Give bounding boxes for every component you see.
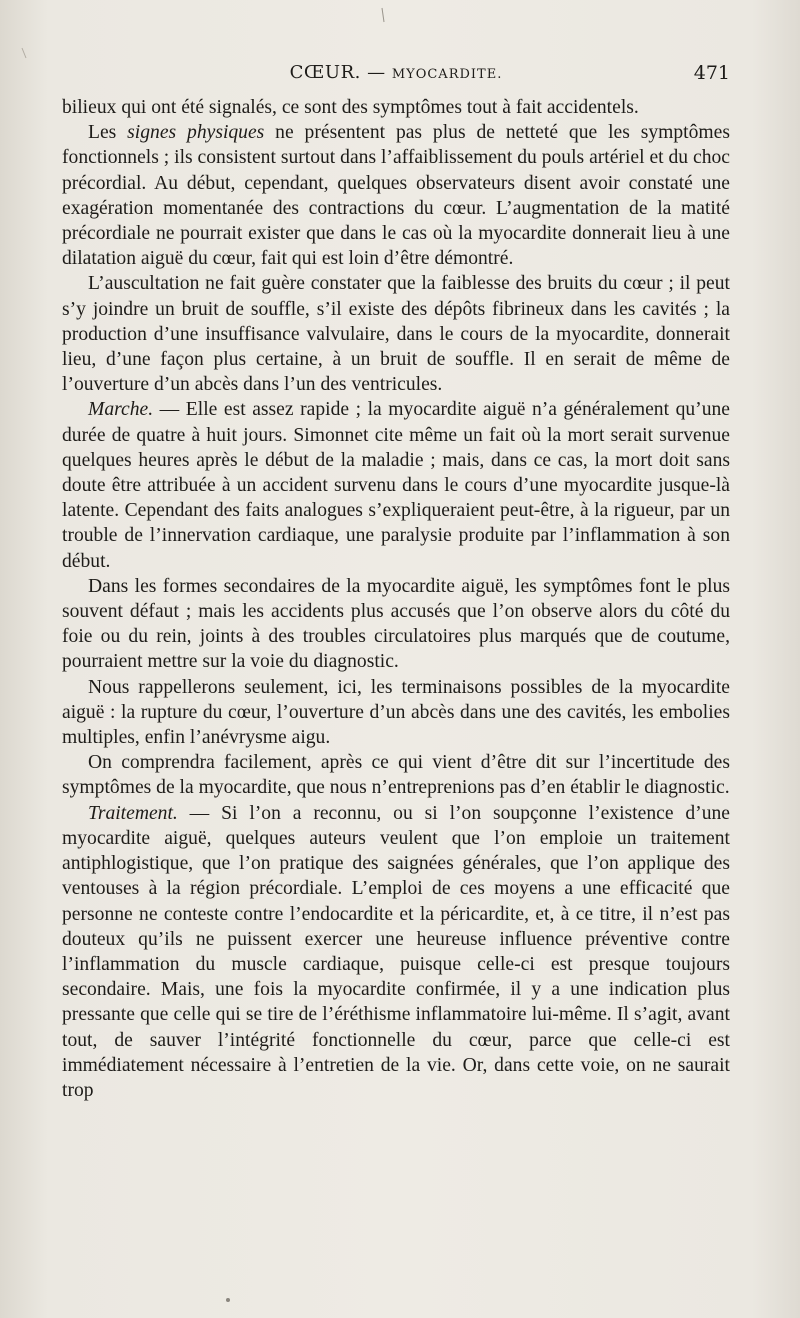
paragraph-p4 xyxy=(62,397,730,573)
text-run: L’auscultation ne fait guère constater que la faiblesse des bruits du cœur ; il peut s’y joindre un bruit de souffle, s’il existe des dépôts fibrineux dans les cavités ; la production d’une insuffisance valvulaire, dans le cours de la myocardite, donnerait lieu, d’une façon plus certaine, à un bruit de souffle. Il en serait de même de l’ouverture d’un abcès dans l’un des ventricules. xyxy=(62,273,730,396)
chapter-title: CŒUR. xyxy=(289,62,361,83)
paragraph-p5 xyxy=(62,574,730,675)
paragraph-p6 xyxy=(62,675,730,751)
italic-heading: Traitement. xyxy=(88,802,178,824)
text-run: Dans les formes secondaires de la myocardite aiguë, les symptômes font le plus souvent défaut ; mais les accidents plus accusés que l’on observe alors du côté du foie ou du rein, joints à des troubles circulatoires plus marqués que de coutume, pourraient mettre sur la voie du diagnostic. xyxy=(62,575,730,673)
text-run: bilieux qui ont été signalés, ce sont des symptômes tout à fait accidentels. xyxy=(62,97,639,118)
paragraph-p8 xyxy=(62,801,730,1103)
running-header xyxy=(62,62,730,90)
paragraph-p2 xyxy=(62,120,730,271)
paragraph-p3 xyxy=(62,271,730,397)
italic-heading: signes physiques xyxy=(127,122,265,144)
text-run: Les xyxy=(88,122,128,144)
page-number: 471 xyxy=(693,62,730,84)
paragraph-p7 xyxy=(62,750,730,800)
text-run: On comprendra facilement, après ce qui vient d’être dit sur l’incertitude des symptômes de la myocardite, que nous n’entreprenions pas d’en établir le diagnostic. xyxy=(62,752,730,799)
title-separator: — xyxy=(367,62,386,83)
paragraph-p1 xyxy=(62,95,730,120)
text-run: — Si l’on a reconnu, ou si l’on soupçonne l’existence d’une myocardite aiguë, quelques auteurs veulent que l’on emploie un traitement antiphlogistique, que l’on pratique des saignées générales, que l’on applique des ventouses à la région précordiale. L’emploi de ces moyens a une efficacité que personne ne conteste contre l’endocardite et la péricardite, et, à ce titre, il n’est pas douteux qu’ils ne puissent exercer une heureuse influence préventive contre l’inflammation du muscle cardiaque, puisque celle-ci est presque toujours secondaire. Mais, une fois la myocardite confirmée, il y a une indication plus pressante que celle qui se tire de l’éréthisme inflammatoire lui-même. Il s’agit, avant tout, de sauver l’intégrité fonctionnelle du cœur, parce que celle-ci est immédiatement nécessaire à l’entretien de la vie. Or, dans cette voie, on ne saurait trop xyxy=(62,802,730,1101)
text-run: Nous rappellerons seulement, ici, les terminaisons possibles de la myocardite aiguë : la rupture du cœur, l’ouverture d’un abcès dans une des cavités, les embolies multiples, enfin l’anévrysme aigu. xyxy=(62,676,730,749)
running-title xyxy=(62,62,730,83)
body-text xyxy=(62,95,730,1103)
text-run: — Elle est assez rapide ; la myocardite aiguë n’a généralement qu’une durée de quatre à huit jours. Simonnet cite même un fait où la mort serait survenue quelques heures après le début de la maladie ; mais, dans ce cas, la mort doit sans doute être attribuée à un accident survenu dans le cours d’une myocardite jusque-là latente. Cependant des faits analogues s’expliqueraient peut-être, à la rigueur, par un trouble de l’innervation cardiaque, une paralysie produite par l’inflammation à son début. xyxy=(62,399,730,572)
section-title: MYOCARDITE. xyxy=(391,67,503,82)
text-run: ne présentent pas plus de netteté que les symptômes fonctionnels ; ils consistent surtout dans l’affaiblissement du pouls artériel et du choc précordial. Au début, cependant, quelques observateurs disent avoir constaté une exagération momentanée des contractions du cœur. L’augmentation de la matité précordiale ne pourrait exister que dans le cas où la myocardite donnerait lieu à une dilatation aiguë du cœur, fait qui est loin d’être démontré. xyxy=(62,122,730,270)
italic-heading: Marche. xyxy=(88,399,154,421)
